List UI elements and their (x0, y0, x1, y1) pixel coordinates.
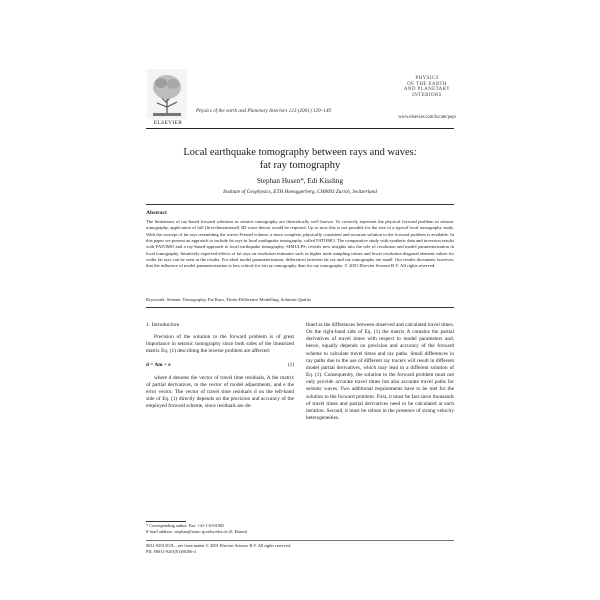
paragraph: Precision of the solution to the forward problem is of great importance in seismic tomography since both sides of the linearized matrix Eq. (1) describing the inverse problem are affected: (146, 334, 294, 355)
equation-expression: d = Am + e (146, 361, 171, 368)
divider (146, 204, 454, 205)
section-heading: 1. Introduction (146, 322, 180, 328)
abstract-text: The limitations of ray-based forward solutions in seismic tomography are theoretically well known. To correctly represent the physical forward problem in seismic tomography, application of full (first-dimensional) 3D wave theory would be required. Up to now this is not possible for the size of a typical local tomography study. With the concept of fat rays resembling the waves Fresnel volume, a more complete, physically consistent and accurate solution to the forward problem is available. In this paper we present an approach to include fat rays in local earthquake tomography, called FATOMO. The comparative study with synthetic data and inversion results with FATOMO and a ray-based approach to local earthquake tomography, SIMULPS, reveals new insights into the role of resolution and model parameterization in local tomography. Intuitively expected effects of fat rays on resolution estimates such as higher node sampling values and lower resolution diagonal element values for wider fat rays can be seen in the results. For ideal model parameterization, differences between fat ray and ray tomography are small. Our results document, however, that the influence of model parameterization is less critical for fat ray tomography than for ray tomography. © 2001 Elsevier Science B.V. All rights reserved. (146, 219, 454, 269)
paragraph: where d denotes the vector of travel time residuals, A the matrix of partial derivatives, m the vector of model adjustments, and e the error vector. The vector of travel time residuals d on the left-hand side of Eq. (1) directly depends on the precision and accuracy of the employed forward scheme, since residuals are de- (146, 374, 294, 410)
equation-number: (1) (287, 361, 294, 368)
pii-line: PII: S0031-9201(01)00206-3 (146, 548, 197, 554)
footnotes (146, 523, 294, 534)
keywords-label: Keywords: (146, 297, 166, 302)
affiliation: Institute of Geophysics, ETH Hoenggerberg, CH8093 Zurich, Switzerland (223, 189, 377, 195)
keywords (146, 297, 454, 302)
journal-reference: Physics of the earth and Planetary Interiors 123 (2001) 129–149 (196, 108, 332, 114)
journal-logo (399, 76, 455, 98)
paper-title (146, 146, 454, 172)
footnote-rule (146, 521, 186, 522)
elsevier-tree-logo (147, 69, 187, 121)
author-list: Stephan Husen*, Edi Kissling (256, 177, 344, 185)
journal-logo-line: AND PLANETARY (403, 87, 451, 93)
corresponding-author-note: * Corresponding author. Fax: +41-1-6331065 (146, 523, 225, 528)
divider (146, 540, 454, 541)
title-line: fat ray tomography (259, 160, 341, 171)
abstract-heading: Abstract (146, 210, 167, 216)
keywords-text: Seismic Tomography, Fat Rays, Finite-Difference Modelling, Solution Quality (166, 297, 312, 302)
divider (146, 307, 454, 308)
right-column (306, 322, 454, 422)
email-label: E-mail address: (146, 528, 174, 534)
journal-url: www.elsevier.com/locate/pepi (398, 115, 456, 120)
journal-logo-line: PHYSICS (415, 76, 439, 81)
publisher-name: ELSEVIER (153, 120, 183, 126)
copyright (146, 543, 454, 554)
paragraph: fined as the differences between observed and calculated travel times. On the right-hand side of Eq. (1) the matrix A contains the partial derivatives of travel times with respect to model parameters and, hence, equally depends on precision and accuracy of the forward scheme to calculate travel times and ray paths. Small differences in ray paths due to the use of different ray tracers will result in different model partial derivatives, which may lead to a different solution of Eq. (1). Consequently, the solution to the forward problem must not only provide accurate travel times but also accurate travel paths for seismic waves. Two additional requirements have to be met for the solution to the forward problem. First, it must be fast since thousands of travel times and partial derivatives need to be calculated at each iteration. Second, it must be robust in the presence of strong velocity heterogeneities. (306, 322, 454, 422)
copyright-line: 0031-9201/01/$ – see front matter © 2001 Elsevier Science B.V. All rights reserved. (146, 543, 291, 548)
header-rule (146, 128, 454, 129)
email-note (146, 529, 294, 535)
title-line: Local earthquake tomography between rays and waves: (183, 147, 417, 158)
left-column (146, 322, 294, 411)
journal-logo-line: OF THE EARTH (407, 81, 447, 87)
email-address[interactable]: stephan@tomo.ig.erdw.ethz.ch (S. Husen) (174, 528, 248, 534)
equation (146, 362, 294, 369)
journal-logo-line: INTERIORS (412, 92, 442, 98)
